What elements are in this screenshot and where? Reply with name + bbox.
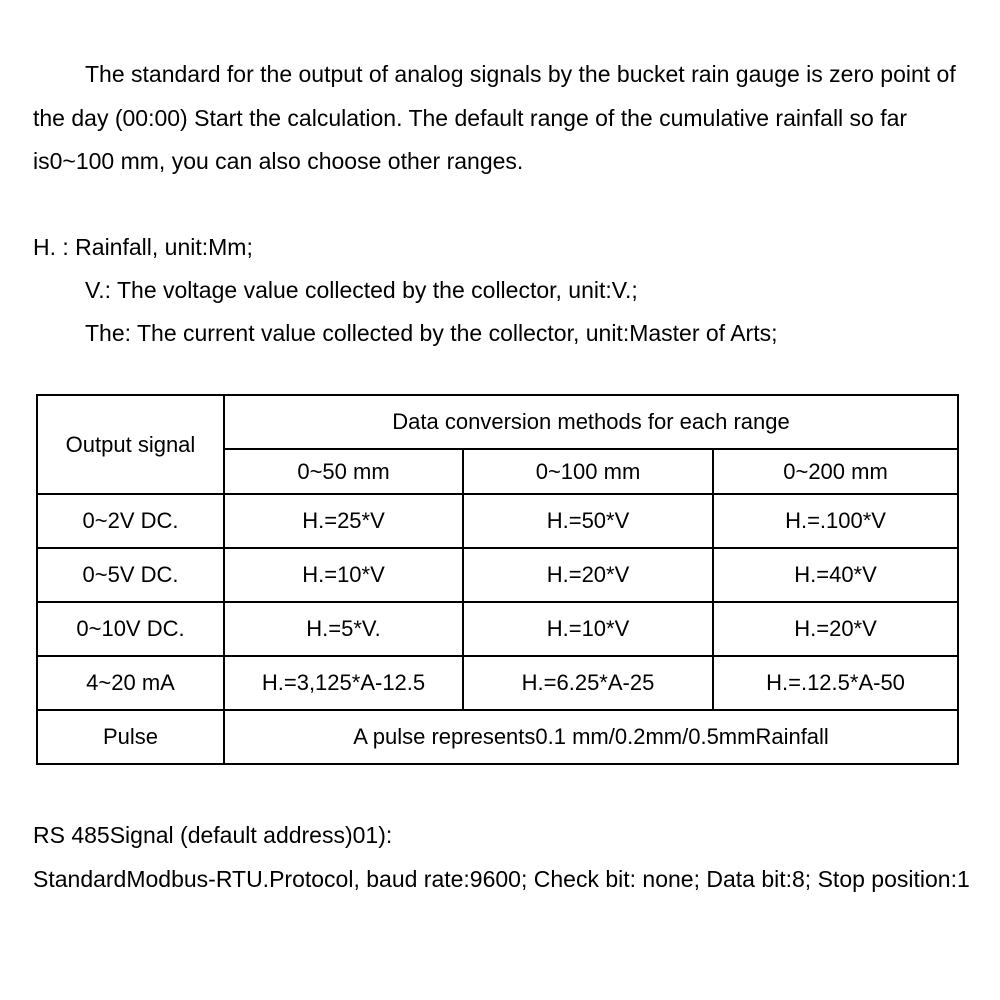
formula-cell: H.=25*V xyxy=(224,494,463,548)
formula-cell: H.=.12.5*A-50 xyxy=(713,656,958,710)
table-header-row xyxy=(37,395,958,449)
table-row xyxy=(37,656,958,710)
signal-cell: Pulse xyxy=(37,710,224,764)
range-header-50: 0~50 mm xyxy=(224,449,463,494)
table-row xyxy=(37,494,958,548)
formula-cell: H.=50*V xyxy=(463,494,713,548)
conversion-group-header: Data conversion methods for each range xyxy=(224,395,958,449)
formula-cell: H.=10*V xyxy=(463,602,713,656)
output-signal-header: Output signal xyxy=(37,395,224,494)
signal-cell: 0~5V DC. xyxy=(37,548,224,602)
formula-cell: H.=3,125*A-12.5 xyxy=(224,656,463,710)
table-row xyxy=(37,602,958,656)
formula-cell: H.=.100*V xyxy=(713,494,958,548)
formula-cell: H.=6.25*A-25 xyxy=(463,656,713,710)
signal-cell: 0~2V DC. xyxy=(37,494,224,548)
signal-cell: 0~10V DC. xyxy=(37,602,224,656)
range-header-100: 0~100 mm xyxy=(463,449,713,494)
definition-voltage: V.: The voltage value collected by the collector, unit:V.; xyxy=(85,277,638,303)
formula-cell: H.=40*V xyxy=(713,548,958,602)
definition-current: The: The current value collected by the collector, unit:Master of Arts; xyxy=(85,320,778,346)
rs485-section xyxy=(33,814,978,901)
rs485-signal-line: RS 485Signal (default address)01): xyxy=(33,822,393,848)
pulse-description-cell: A pulse represents0.1 mm/0.2mm/0.5mmRainfall xyxy=(224,710,958,764)
definition-rainfall: H. : Rainfall, unit:Mm; xyxy=(33,234,253,260)
formula-cell: H.=5*V. xyxy=(224,602,463,656)
formula-cell: H.=10*V xyxy=(224,548,463,602)
signal-cell: 4~20 mA xyxy=(37,656,224,710)
intro-paragraph: The standard for the output of analog signals by the bucket rain gauge is zero point of the day (00:00) Start the calculation. The default range of the cumulative rainfall so far is0~100 mm, you can also choose other ranges. xyxy=(33,61,956,174)
formula-cell: H.=20*V xyxy=(713,602,958,656)
range-header-200: 0~200 mm xyxy=(713,449,958,494)
rs485-protocol-line: StandardModbus-RTU.Protocol, baud rate:9600; Check bit: none; Data bit:8; Stop position:1 xyxy=(33,865,970,892)
pulse-row xyxy=(37,710,958,764)
formula-cell: H.=20*V xyxy=(463,548,713,602)
conversion-table xyxy=(36,394,959,765)
table-row xyxy=(37,548,958,602)
